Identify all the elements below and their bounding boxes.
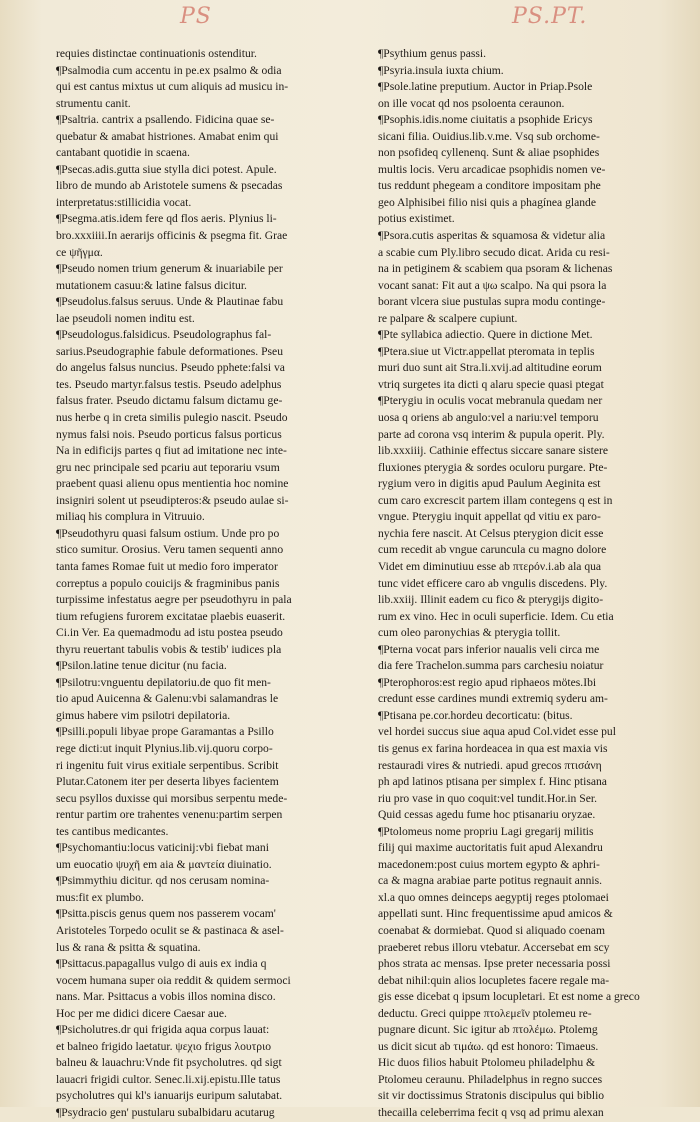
text-line: tes. Pseudo martyr.falsus testis. Pseudo adelphus xyxy=(56,377,282,391)
text-line: ¶Psegma.atis.idem fere qd flos aeris. Plynius li- xyxy=(56,212,277,226)
text-line: sit vir doctissimus Stratonis discipulus qui biblio xyxy=(378,1089,605,1103)
text-line: qui est cantus mixtus ut cum aliquis ad musicu in- xyxy=(56,80,289,94)
text-line: Hoc per me didici dicere Caesar aue. xyxy=(56,1006,227,1020)
text-line: correptus a populo couicijs & fragminibus panis xyxy=(56,576,280,590)
text-line: tanta fames Romae fuit ut medio foro imperator xyxy=(56,559,278,573)
text-line: sicani filia. Ouidius.lib.v.me. Vsq sub orchome- xyxy=(378,129,600,143)
text-line: tis genus ex farina hordeacea in qua est maxia vis xyxy=(378,741,608,755)
text-line: ¶Psophis.idis.nome ciuitatis a psophide Ericys xyxy=(378,113,593,127)
text-line: stico sumitur. Orosius. Veru tamen sequenti anno xyxy=(56,543,284,557)
text-line: ¶Ptera.siue ut Victr.appellat pteromata in teplis xyxy=(378,344,595,358)
text-line: vocem humana super oia reddit & quidem sermoci xyxy=(56,973,291,987)
text-line: non psofideq cyllenenq. Sunt & aliae psophides xyxy=(378,146,600,160)
text-line: lae pseudoli nomen inditu est. xyxy=(56,311,195,325)
text-line: tus reddunt phegeam a conditore impositam phe xyxy=(378,179,601,193)
text-line: mutationem casuu:& latine falsus dicitur. xyxy=(56,278,247,292)
text-line: balneu & lauachru:Vnde fit psycholutres. qd sigt xyxy=(56,1056,282,1070)
text-line: gis esse dicebat q ipsum locupletari. Et est nome a greco xyxy=(378,990,640,1004)
text-line: um euocatio ψυχῆ em aia & μαντεία diuinatio. xyxy=(56,857,272,871)
text-line: Videt em diminutiuu esse ab πτερόν.i.ab ala qua xyxy=(378,559,602,573)
text-line: cum caro excrescit partem illam contegens q est in xyxy=(378,493,613,507)
text-line: Na in edificijs partes q fiut ad imitatione nec inte- xyxy=(56,444,287,458)
margin-annotation-left: PS xyxy=(180,4,212,29)
text-line: coenabat & dormiebat. Quod si aliquado coenam xyxy=(378,923,605,937)
text-line: deductu. Greci quippe πτολεμεῖν ptolemeu re- xyxy=(378,1006,592,1020)
text-line: strumentu canit. xyxy=(56,96,131,110)
text-line: ¶Psittacus.papagallus vulgo di auis ex india q xyxy=(56,957,267,971)
text-line: ¶Pseudolus.falsus seruus. Unde & Plautinae fabu xyxy=(56,295,284,309)
text-line: cum oleo paronychias & pterygia tollit. xyxy=(378,626,561,640)
text-line: macedonem:post cuius mortem egypto & aphri- xyxy=(378,857,600,871)
text-line: nymus falsi nois. Pseudo porticus falsus porticus xyxy=(56,427,282,441)
left-text-column xyxy=(56,46,368,1122)
text-line: vel hordei succus siue aqua apud Col.videt esse pul xyxy=(378,725,616,739)
text-line: quebatur & amabat histriones. Amabat enim qui xyxy=(56,129,279,143)
text-line: ¶Pterophoros:est regio apud riphaeos mötes.Ibi xyxy=(378,675,597,689)
text-line: rege dicti:ut inquit Plynius.lib.vij.quoru corpo- xyxy=(56,741,273,755)
text-line: nus herbe q in creta similis pulegio nascit. Pseudo xyxy=(56,411,288,425)
text-line: thyru reuertant tabulis vobis & testib' iudices pla xyxy=(56,642,282,656)
text-line: interpretatus:stillicidia vocat. xyxy=(56,195,192,209)
text-line: Plutar.Catonem iter per deserta libyes facientem xyxy=(56,775,279,789)
text-line: turpissime infestatus aegre per pseudothyru in pala xyxy=(56,593,292,607)
text-line: cum recedit ab vngue caruncula cu magno dolore xyxy=(378,543,607,557)
text-line: falsus frater. Pseudo dictamu falsum dictamu ge- xyxy=(56,394,283,408)
text-line: ¶Psicholutres.dr qui frigida aqua corpus lauat: xyxy=(56,1023,270,1037)
text-line: xl.a quo omnes deinceps aegyptij reges ptolomaei xyxy=(378,890,609,904)
text-line: ¶Psecas.adis.gutta siue stylla dici potest. Apule. xyxy=(56,162,277,176)
text-line: ¶Pterygiu in oculis vocat mebranula quedam ner xyxy=(378,394,603,408)
text-line: debat nihil:quin alios locupletes facere regale ma- xyxy=(378,973,610,987)
text-line: Ci.in Ver. Ea quemadmodu ad istu postea pseudo xyxy=(56,626,283,640)
text-line: praebent quasi alienu opus mentientia hoc nomine xyxy=(56,477,289,491)
text-line: ¶Psychomantiu:locus vaticinij:vbi fiebat mani xyxy=(56,841,269,855)
text-line: potius existimet. xyxy=(378,212,455,226)
text-line: do angelus falsus nuncius. Pseudo pphete:falsi va xyxy=(56,361,285,375)
text-line: gru nec principale sed pcariu aut teporariu vsum xyxy=(56,460,280,474)
text-line: credunt esse cardines mundi extremiq syderu am- xyxy=(378,692,608,706)
text-line: lib.xxiij. Illinit eadem cu fico & pterygijs digito- xyxy=(378,593,604,607)
text-line: ¶Pterna vocat pars inferior naualis veli circa me xyxy=(378,642,600,656)
text-line: Aristoteles Torpedo oculit se & pastinaca & asel- xyxy=(56,923,284,937)
text-line: ¶Psalmodia cum accentu in pe.ex psalmo & odia xyxy=(56,63,282,77)
text-line: multis locis. Veru arcadicae psophidis nomen ve- xyxy=(378,162,606,176)
text-line: ca & magna arabiae parte potitus regnauit annis. xyxy=(378,874,603,888)
text-line: appellati sunt. Hinc frequentissime apud amicos & xyxy=(378,907,613,921)
text-line: rum ex vino. Hec in oculi superficie. Idem. Cu etia xyxy=(378,609,614,623)
text-line: bro.xxxiiii.In aerarijs officinis & psegma fit. Grae xyxy=(56,229,288,243)
text-line: muri duo sunt ait Stra.li.xvij.ad altitudine eorum xyxy=(378,361,602,375)
text-line: ¶Pte syllabica adiectio. Quere in dictione Met. xyxy=(378,328,593,342)
text-line: ¶Psole.latine preputium. Auctor in Priap.Psole xyxy=(378,80,593,94)
text-line: tium refugiens furorem excitatae plaebis euaserit. xyxy=(56,609,286,623)
text-line: pugnare dicunt. Sic igitur ab πτολέμω. Ptolemg xyxy=(378,1023,598,1037)
text-line: lib.xxxiiij. Cathinie effectus siccare sanare sistere xyxy=(378,444,608,458)
text-line: gimus habere vim psilotri depilatoria. xyxy=(56,708,231,722)
text-line: mus:fit ex plumbo. xyxy=(56,890,144,904)
text-line: ¶Pseudo nomen trium generum & inuariabile per xyxy=(56,262,283,276)
text-line: miliaq his complura in Vitruuio. xyxy=(56,510,205,524)
text-line: et balneo frigido laetatur. ψεχιο frigus λουτριο xyxy=(56,1039,271,1053)
text-line: Hic duos filios habuit Ptolomeu philadelphu & xyxy=(378,1056,596,1070)
text-line: restauradi vires & nutriedi. apud grecos πτισάνη xyxy=(378,758,602,772)
text-line: psycholutres qui kl's ianuarijs euripum salutabat. xyxy=(56,1089,283,1103)
text-line: libro de mundo ab Aristotele sumens & psecadas xyxy=(56,179,283,193)
text-line: ph apd latinos ptisana per simplex f. Hinc ptisana xyxy=(378,775,607,789)
text-line: thecailla celeberrima fecit q vsq ad primu alexan xyxy=(378,1106,604,1119)
text-line: vngue. Pterygiu inquit appellat qd vitiu ex paro- xyxy=(378,510,601,524)
text-line: ce ψῆγμα. xyxy=(56,245,103,259)
text-line: nychia fere nascit. At Celsus pterygion dicit esse xyxy=(378,526,604,540)
text-line: ¶Ptisana pe.cor.hordeu decorticatu: (bitus. xyxy=(378,708,573,722)
text-line: ¶Psilon.latine tenue dicitur (nu facia. xyxy=(56,659,227,673)
text-line: sarius.Pseudographie fabule deformationes. Pseu xyxy=(56,344,283,358)
text-line: requies distinctae continuationis ostenditur. xyxy=(56,47,257,60)
text-line: tes cantibus medicantes. xyxy=(56,824,169,838)
text-line: uosa q oriens ab angulo:vel a nariu:vel temporu xyxy=(378,411,599,425)
text-line: Ptolomeu ceraunu. Philadelphus in regno succes xyxy=(378,1072,603,1086)
text-line: ¶Psythium genus passi. xyxy=(378,47,486,60)
text-line: riu pro vase in quo coquit:vel tundit.Hor.in Ser. xyxy=(378,791,597,805)
text-line: ¶Psora.cutis asperitas & squamosa & videtur alia xyxy=(378,229,606,243)
text-line: insigniri solent ut pseudipteros:& pseudo aulae si- xyxy=(56,493,289,507)
text-line: phos strata ac mensas. Ipse preter necessaria possi xyxy=(378,957,611,971)
text-line: ¶Ptolomeus nome propriu Lagi gregarij militis xyxy=(378,824,594,838)
text-line: parte ad corona vsq interim & pupula operit. Ply. xyxy=(378,427,605,441)
text-line: geo Alphisibei filio nisi quis a phagínea glande xyxy=(378,195,596,209)
text-line: ¶Psilotru:vnguentu depilatoriu.de quo fit men- xyxy=(56,675,271,689)
text-line: lus & rana & psitta & squatina. xyxy=(56,940,201,954)
text-line: ri ingenitu fuit virus exitiale serpentibus. Scribit xyxy=(56,758,279,772)
text-line: vtriq surgetes ita dicti q alaru specie quasi ptegat xyxy=(378,377,604,391)
text-line: tunc videt efficere caro ab vngulis discedens. Ply. xyxy=(378,576,608,590)
text-line: ¶Psydracio gen' pustularu subalbidaru acutarug xyxy=(56,1106,275,1119)
text-line: vocant sanat: Fit aut a ψω scalpo. Na qui psora la xyxy=(378,278,607,292)
text-line: praeberet rebus illoru vtebatur. Accersebat em scy xyxy=(378,940,610,954)
text-line: on ille vocat qd nos psoloenta ceraunon. xyxy=(378,96,565,110)
text-line: na in petiginem & scabiem qua psoram & lichenas xyxy=(378,262,613,276)
text-line: ¶Psitta.piscis genus quem nos passerem vocam' xyxy=(56,907,276,921)
text-line: fluxiones pterygia & sordes oculoru purgare. Pte- xyxy=(378,460,608,474)
margin-annotation-right: PS.PT. xyxy=(512,4,588,29)
text-line: rentur partim ore trahentes venenu:partim serpen xyxy=(56,808,283,822)
text-line: rygium vero in digitis apud Paulum Aeginita est xyxy=(378,477,601,491)
text-line: borant vlcera siue pustulas supra modu continge- xyxy=(378,295,606,309)
text-line: secu psyllos duxisse qui morsibus serpentu mede- xyxy=(56,791,288,805)
text-line: ¶Pseudothyru quasi falsum ostium. Unde pro po xyxy=(56,526,280,540)
text-line: dia fere Trachelon.summa pars carchesiu noiatur xyxy=(378,659,604,673)
text-line: cantabant quotidie in scaena. xyxy=(56,146,190,160)
text-line: ¶Psaltria. cantrix a psallendo. Fidicina quae se- xyxy=(56,113,275,127)
text-line: ¶Pseudologus.falsidicus. Pseudolographus fal- xyxy=(56,328,272,342)
text-line: ¶Psyria.insula iuxta chium. xyxy=(378,63,504,77)
text-line: us dicit sicut ab τιμάω. qd est honoro: Timaeus. xyxy=(378,1039,599,1053)
text-line: nans. Mar. Psittacus a vobis illos nomina disco. xyxy=(56,990,276,1004)
text-line: a scabie cum Ply.libro secudo dicat. Arida cu resi- xyxy=(378,245,610,259)
text-line: ¶Psilli.populi libyae prope Garamantas a Psillo xyxy=(56,725,274,739)
right-text-column xyxy=(378,46,686,1122)
text-line: tio apud Auicenna & Galenu:vbi salamandras le xyxy=(56,692,279,706)
text-line: Quid cessas agedu fume hoc ptisanariu oryzae. xyxy=(378,808,596,822)
text-line: filij qui maxime auctoritatis fuit apud Alexandru xyxy=(378,841,603,855)
text-line: lauacri frigidi cultor. Senec.li.xij.epistu.Ille tatus xyxy=(56,1072,281,1086)
text-line: ¶Psimmythiu dicitur. qd nos cerusam nomina- xyxy=(56,874,270,888)
text-line: re palpare & scalpere cupiunt. xyxy=(378,311,518,325)
